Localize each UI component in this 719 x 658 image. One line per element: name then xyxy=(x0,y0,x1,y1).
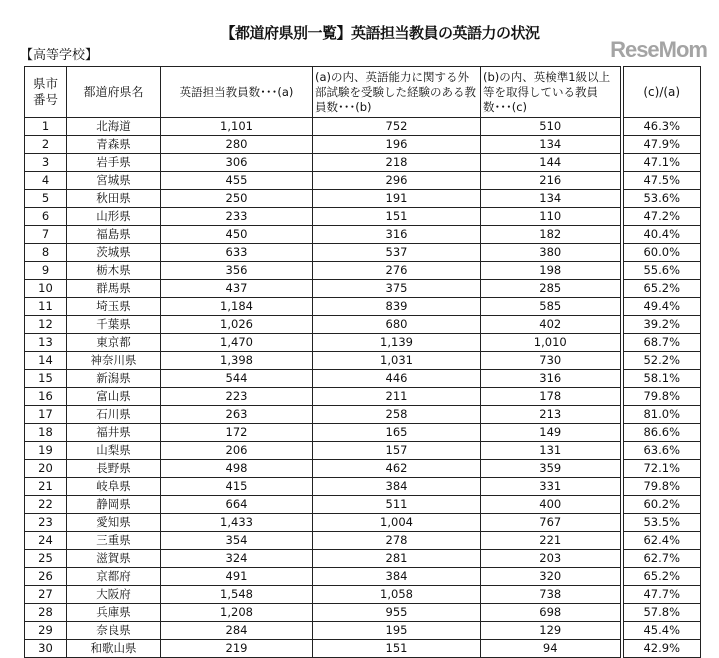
cell-number: 11 xyxy=(25,298,67,316)
cell-teachers: 1,101 xyxy=(161,118,313,136)
cell-qualified: 94 xyxy=(481,640,622,658)
cell-qualified: 178 xyxy=(481,388,622,406)
cell-number: 24 xyxy=(25,532,67,550)
cell-teachers: 1,398 xyxy=(161,352,313,370)
cell-ratio: 60.0% xyxy=(622,244,701,262)
cell-tested: 258 xyxy=(313,406,481,424)
cell-ratio: 42.9% xyxy=(622,640,701,658)
table-row xyxy=(25,496,701,514)
cell-teachers: 206 xyxy=(161,442,313,460)
cell-qualified: 380 xyxy=(481,244,622,262)
cell-ratio: 45.4% xyxy=(622,622,701,640)
cell-teachers: 415 xyxy=(161,478,313,496)
cell-tested: 955 xyxy=(313,604,481,622)
cell-tested: 211 xyxy=(313,388,481,406)
cell-teachers: 1,026 xyxy=(161,316,313,334)
table-row xyxy=(25,622,701,640)
cell-qualified: 129 xyxy=(481,622,622,640)
cell-tested: 446 xyxy=(313,370,481,388)
cell-prefecture: 奈良県 xyxy=(67,622,161,640)
table-row xyxy=(25,298,701,316)
cell-tested: 195 xyxy=(313,622,481,640)
cell-number: 17 xyxy=(25,406,67,424)
cell-number: 22 xyxy=(25,496,67,514)
cell-teachers: 219 xyxy=(161,640,313,658)
cell-tested: 375 xyxy=(313,280,481,298)
header-prefecture: 都道府県名 xyxy=(67,67,161,118)
cell-tested: 680 xyxy=(313,316,481,334)
cell-teachers: 1,548 xyxy=(161,586,313,604)
cell-number: 9 xyxy=(25,262,67,280)
cell-number: 19 xyxy=(25,442,67,460)
cell-number: 23 xyxy=(25,514,67,532)
cell-tested: 276 xyxy=(313,262,481,280)
cell-tested: 196 xyxy=(313,136,481,154)
cell-qualified: 320 xyxy=(481,568,622,586)
cell-number: 16 xyxy=(25,388,67,406)
cell-tested: 165 xyxy=(313,424,481,442)
header-tested: (a)の内、英語能力に関する外部試験を受験した経験のある教員数･･･(b) xyxy=(313,67,481,118)
cell-number: 8 xyxy=(25,244,67,262)
cell-teachers: 455 xyxy=(161,172,313,190)
table-row xyxy=(25,568,701,586)
table-row xyxy=(25,406,701,424)
cell-prefecture: 福島県 xyxy=(67,226,161,244)
cell-qualified: 585 xyxy=(481,298,622,316)
cell-number: 15 xyxy=(25,370,67,388)
cell-tested: 191 xyxy=(313,190,481,208)
table-row xyxy=(25,244,701,262)
cell-qualified: 216 xyxy=(481,172,622,190)
cell-tested: 752 xyxy=(313,118,481,136)
cell-ratio: 52.2% xyxy=(622,352,701,370)
cell-qualified: 110 xyxy=(481,208,622,226)
cell-ratio: 86.6% xyxy=(622,424,701,442)
cell-qualified: 510 xyxy=(481,118,622,136)
cell-ratio: 53.6% xyxy=(622,190,701,208)
table-row xyxy=(25,388,701,406)
cell-tested: 151 xyxy=(313,640,481,658)
cell-ratio: 62.4% xyxy=(622,532,701,550)
cell-teachers: 498 xyxy=(161,460,313,478)
table-row xyxy=(25,514,701,532)
table-row xyxy=(25,226,701,244)
cell-tested: 151 xyxy=(313,208,481,226)
cell-prefecture: 茨城県 xyxy=(67,244,161,262)
table-row xyxy=(25,136,701,154)
cell-prefecture: 富山県 xyxy=(67,388,161,406)
cell-tested: 511 xyxy=(313,496,481,514)
cell-prefecture: 新潟県 xyxy=(67,370,161,388)
cell-teachers: 354 xyxy=(161,532,313,550)
cell-qualified: 134 xyxy=(481,190,622,208)
cell-prefecture: 山梨県 xyxy=(67,442,161,460)
cell-tested: 384 xyxy=(313,478,481,496)
header-number: 県市番号 xyxy=(25,67,67,118)
cell-number: 14 xyxy=(25,352,67,370)
cell-tested: 1,058 xyxy=(313,586,481,604)
cell-ratio: 81.0% xyxy=(622,406,701,424)
cell-ratio: 47.7% xyxy=(622,586,701,604)
cell-ratio: 47.1% xyxy=(622,154,701,172)
header-teachers: 英語担当教員数･･･(a) xyxy=(161,67,313,118)
cell-number: 5 xyxy=(25,190,67,208)
cell-number: 28 xyxy=(25,604,67,622)
cell-qualified: 738 xyxy=(481,586,622,604)
header-ratio: (c)/(a) xyxy=(622,67,701,118)
cell-ratio: 57.8% xyxy=(622,604,701,622)
table-row xyxy=(25,190,701,208)
cell-number: 6 xyxy=(25,208,67,226)
cell-prefecture: 秋田県 xyxy=(67,190,161,208)
cell-teachers: 1,470 xyxy=(161,334,313,352)
cell-prefecture: 滋賀県 xyxy=(67,550,161,568)
cell-qualified: 1,010 xyxy=(481,334,622,352)
cell-tested: 157 xyxy=(313,442,481,460)
cell-qualified: 213 xyxy=(481,406,622,424)
cell-prefecture: 神奈川県 xyxy=(67,352,161,370)
cell-teachers: 263 xyxy=(161,406,313,424)
cell-ratio: 39.2% xyxy=(622,316,701,334)
table-row xyxy=(25,316,701,334)
cell-prefecture: 群馬県 xyxy=(67,280,161,298)
cell-prefecture: 福井県 xyxy=(67,424,161,442)
cell-teachers: 356 xyxy=(161,262,313,280)
table-row xyxy=(25,154,701,172)
cell-ratio: 72.1% xyxy=(622,460,701,478)
cell-ratio: 53.5% xyxy=(622,514,701,532)
cell-number: 2 xyxy=(25,136,67,154)
cell-number: 21 xyxy=(25,478,67,496)
cell-number: 10 xyxy=(25,280,67,298)
cell-qualified: 131 xyxy=(481,442,622,460)
cell-ratio: 47.9% xyxy=(622,136,701,154)
cell-teachers: 1,433 xyxy=(161,514,313,532)
cell-number: 12 xyxy=(25,316,67,334)
cell-number: 26 xyxy=(25,568,67,586)
cell-ratio: 55.6% xyxy=(622,262,701,280)
cell-qualified: 316 xyxy=(481,370,622,388)
cell-qualified: 402 xyxy=(481,316,622,334)
cell-tested: 537 xyxy=(313,244,481,262)
cell-teachers: 324 xyxy=(161,550,313,568)
cell-qualified: 730 xyxy=(481,352,622,370)
table-row xyxy=(25,352,701,370)
cell-prefecture: 和歌山県 xyxy=(67,640,161,658)
cell-prefecture: 岩手県 xyxy=(67,154,161,172)
cell-prefecture: 北海道 xyxy=(67,118,161,136)
cell-prefecture: 埼玉県 xyxy=(67,298,161,316)
cell-number: 4 xyxy=(25,172,67,190)
table-row xyxy=(25,478,701,496)
cell-tested: 462 xyxy=(313,460,481,478)
cell-teachers: 280 xyxy=(161,136,313,154)
cell-teachers: 284 xyxy=(161,622,313,640)
cell-number: 3 xyxy=(25,154,67,172)
cell-ratio: 49.4% xyxy=(622,298,701,316)
cell-ratio: 68.7% xyxy=(622,334,701,352)
cell-qualified: 698 xyxy=(481,604,622,622)
table-row xyxy=(25,460,701,478)
table-row xyxy=(25,604,701,622)
table-row xyxy=(25,640,701,658)
header-row xyxy=(25,67,701,118)
cell-prefecture: 宮城県 xyxy=(67,172,161,190)
cell-prefecture: 大阪府 xyxy=(67,586,161,604)
cell-number: 7 xyxy=(25,226,67,244)
cell-ratio: 65.2% xyxy=(622,568,701,586)
cell-teachers: 223 xyxy=(161,388,313,406)
cell-qualified: 767 xyxy=(481,514,622,532)
cell-number: 30 xyxy=(25,640,67,658)
cell-teachers: 437 xyxy=(161,280,313,298)
cell-ratio: 47.2% xyxy=(622,208,701,226)
cell-qualified: 182 xyxy=(481,226,622,244)
cell-tested: 296 xyxy=(313,172,481,190)
cell-prefecture: 石川県 xyxy=(67,406,161,424)
table-row xyxy=(25,370,701,388)
table-row xyxy=(25,442,701,460)
cell-tested: 316 xyxy=(313,226,481,244)
cell-tested: 1,031 xyxy=(313,352,481,370)
cell-ratio: 60.2% xyxy=(622,496,701,514)
table-row xyxy=(25,334,701,352)
cell-qualified: 331 xyxy=(481,478,622,496)
cell-teachers: 450 xyxy=(161,226,313,244)
cell-number: 1 xyxy=(25,118,67,136)
cell-number: 25 xyxy=(25,550,67,568)
table-row xyxy=(25,172,701,190)
cell-tested: 1,004 xyxy=(313,514,481,532)
cell-tested: 278 xyxy=(313,532,481,550)
cell-tested: 384 xyxy=(313,568,481,586)
cell-number: 18 xyxy=(25,424,67,442)
section-label: 【高等学校】 xyxy=(20,48,99,63)
cell-ratio: 65.2% xyxy=(622,280,701,298)
cell-teachers: 1,208 xyxy=(161,604,313,622)
cell-prefecture: 静岡県 xyxy=(67,496,161,514)
cell-tested: 281 xyxy=(313,550,481,568)
cell-teachers: 250 xyxy=(161,190,313,208)
cell-prefecture: 三重県 xyxy=(67,532,161,550)
cell-ratio: 40.4% xyxy=(622,226,701,244)
cell-number: 13 xyxy=(25,334,67,352)
table-row xyxy=(25,424,701,442)
cell-prefecture: 山形県 xyxy=(67,208,161,226)
cell-qualified: 198 xyxy=(481,262,622,280)
cell-qualified: 400 xyxy=(481,496,622,514)
cell-prefecture: 青森県 xyxy=(67,136,161,154)
table-row xyxy=(25,280,701,298)
cell-tested: 1,139 xyxy=(313,334,481,352)
cell-number: 27 xyxy=(25,586,67,604)
cell-teachers: 172 xyxy=(161,424,313,442)
cell-qualified: 221 xyxy=(481,532,622,550)
table-row xyxy=(25,586,701,604)
cell-ratio: 58.1% xyxy=(622,370,701,388)
cell-number: 29 xyxy=(25,622,67,640)
cell-teachers: 633 xyxy=(161,244,313,262)
cell-ratio: 79.8% xyxy=(622,478,701,496)
cell-qualified: 359 xyxy=(481,460,622,478)
cell-teachers: 1,184 xyxy=(161,298,313,316)
cell-qualified: 144 xyxy=(481,154,622,172)
cell-qualified: 285 xyxy=(481,280,622,298)
cell-prefecture: 岐阜県 xyxy=(67,478,161,496)
table-row xyxy=(25,262,701,280)
table-row xyxy=(25,532,701,550)
cell-prefecture: 京都府 xyxy=(67,568,161,586)
cell-ratio: 47.5% xyxy=(622,172,701,190)
cell-qualified: 203 xyxy=(481,550,622,568)
cell-tested: 218 xyxy=(313,154,481,172)
prefecture-table xyxy=(24,66,701,658)
header-qualified: (b)の内、英検準1級以上等を取得している教員数･･･(c) xyxy=(481,67,622,118)
cell-ratio: 63.6% xyxy=(622,442,701,460)
table-row xyxy=(25,550,701,568)
cell-number: 20 xyxy=(25,460,67,478)
cell-teachers: 306 xyxy=(161,154,313,172)
cell-teachers: 233 xyxy=(161,208,313,226)
cell-tested: 839 xyxy=(313,298,481,316)
table-row xyxy=(25,118,701,136)
table-row xyxy=(25,208,701,226)
cell-qualified: 134 xyxy=(481,136,622,154)
cell-teachers: 544 xyxy=(161,370,313,388)
cell-prefecture: 兵庫県 xyxy=(67,604,161,622)
page-title: 【都道府県別一覧】英語担当教員の英語力の状況 xyxy=(220,24,540,42)
cell-ratio: 46.3% xyxy=(622,118,701,136)
cell-prefecture: 千葉県 xyxy=(67,316,161,334)
cell-teachers: 664 xyxy=(161,496,313,514)
cell-prefecture: 東京都 xyxy=(67,334,161,352)
resemom-watermark-logo: ReseMom xyxy=(610,37,707,62)
cell-prefecture: 長野県 xyxy=(67,460,161,478)
cell-prefecture: 栃木県 xyxy=(67,262,161,280)
cell-prefecture: 愛知県 xyxy=(67,514,161,532)
cell-ratio: 79.8% xyxy=(622,388,701,406)
cell-ratio: 62.7% xyxy=(622,550,701,568)
cell-teachers: 491 xyxy=(161,568,313,586)
cell-qualified: 149 xyxy=(481,424,622,442)
